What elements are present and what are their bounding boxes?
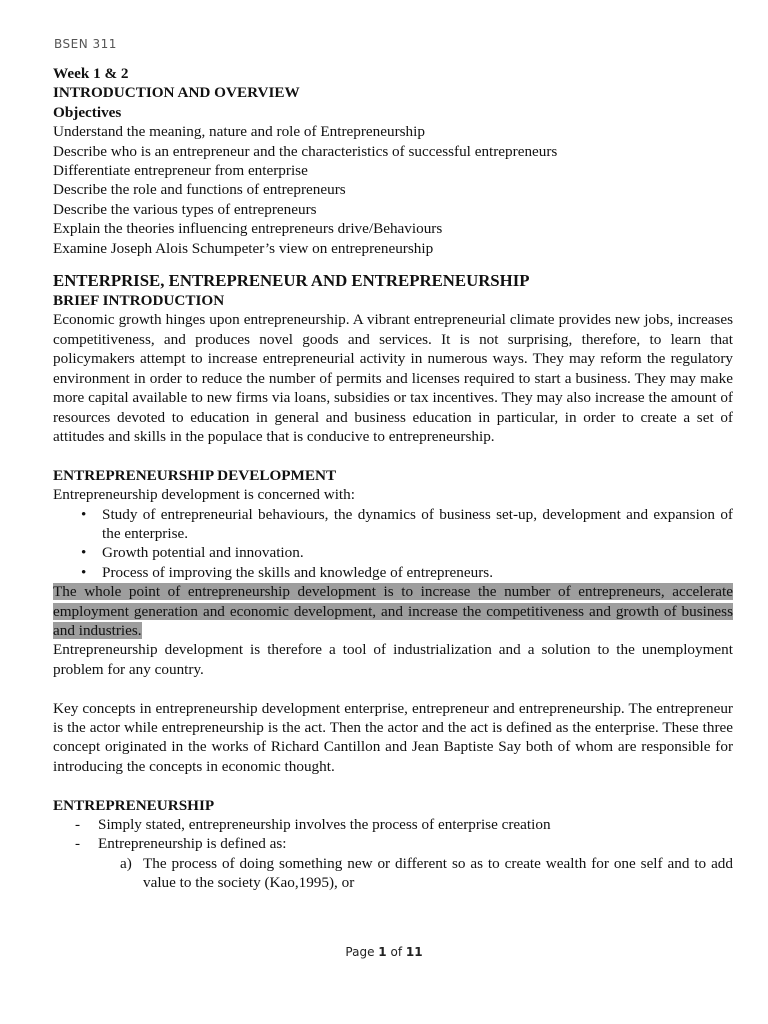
highlight-text: The whole point of entrepreneurship development is to increase the number of entrepreneurs, accelerate employment generation and economic development, and increase the competitiveness and growth of business and industries. <box>53 583 733 639</box>
list-item: • Study of entrepreneurial behaviours, the dynamics of business set-up, development and expansion of the enterprise. <box>102 505 733 544</box>
objective-item: Explain the theories influencing entrepreneurs drive/Behaviours <box>53 220 443 238</box>
paragraph: Key concepts in entrepreneurship development enterprise, entrepreneur and entrepreneurship. The entrepreneur is the actor while entrepreneurship is the act. Then the actor and the act is defined as the enterprise. These three concept originated in the works of Richard Cantillon and Jean Baptiste Say both of whom are responsible for introducing the concepts in economic thought. <box>53 699 733 775</box>
objectives-heading: Objectives <box>53 103 122 121</box>
objective-item: Describe the various types of entrepreneurs <box>53 200 317 218</box>
dash-list <box>53 815 733 854</box>
section-title: ENTREPRENEURSHIP <box>53 796 215 814</box>
list-item: - Simply stated, entrepreneurship involves the process of enterprise creation <box>98 815 733 834</box>
list-item: • Growth potential and innovation. <box>102 543 733 562</box>
total-pages: 11 <box>405 945 423 959</box>
page-number: 1 <box>378 945 387 959</box>
intro-paragraph: Economic growth hinges upon entrepreneurship. A vibrant entrepreneurial climate provides new jobs, increases competitiveness, and produces novel goods and services. It is not surprising, therefore, to learn that policymakers attempt to increase entrepreneurial activity in numerous ways. They may reform the regulatory environment in order to reduce the number of permits and licenses required to start a business. They may make more capital available to new firms via loans, subsidies or tax incentives. They may also increase the amount of resources devoted to education in general and business education in particular, in order to create a set of attitudes and skills in the populace that is conducive to entrepreneurship. <box>53 311 733 445</box>
list-item: - Entrepreneurship is defined as: <box>98 834 733 853</box>
page-footer <box>0 945 768 959</box>
highlighted-paragraph <box>53 582 733 640</box>
objective-item: Describe the role and functions of entrepreneurs <box>53 181 346 199</box>
section-title: ENTERPRISE, ENTREPRENEUR AND ENTREPRENEURSHIP <box>53 271 530 291</box>
course-code: BSEN 311 <box>54 37 117 51</box>
objective-item: Differentiate entrepreneur from enterprise <box>53 162 308 180</box>
document-body <box>53 64 733 893</box>
list-item: • Process of improving the skills and knowledge of entrepreneurs. <box>102 563 733 582</box>
intro-title: INTRODUCTION AND OVERVIEW <box>53 84 300 102</box>
section-intro-text: Entrepreneurship development is concerned with: <box>53 486 355 504</box>
objective-item: Describe who is an entrepreneur and the characteristics of successful entrepreneurs <box>53 142 558 160</box>
objective-item: Examine Joseph Alois Schumpeter’s view on entrepreneurship <box>53 239 434 257</box>
page-word: Page <box>345 945 375 959</box>
of-word: of <box>390 945 403 959</box>
paragraph: Entrepreneurship development is therefore a tool of industrialization and a solution to the unemployment problem for any country. <box>53 641 733 678</box>
week-label: Week 1 & 2 <box>53 65 129 82</box>
item-text: The process of doing something new or different so as to create wealth for one self and to add value to the society (Kao,1995), or <box>143 854 733 892</box>
objective-item: Understand the meaning, nature and role of Entrepreneurship <box>53 123 425 141</box>
section-subtitle: BRIEF INTRODUCTION <box>53 292 225 310</box>
bullet-list <box>53 505 733 583</box>
section-title: ENTREPRENEURSHIP DEVELOPMENT <box>53 466 337 484</box>
item-label: a) <box>120 854 132 872</box>
definition-item <box>53 854 733 893</box>
